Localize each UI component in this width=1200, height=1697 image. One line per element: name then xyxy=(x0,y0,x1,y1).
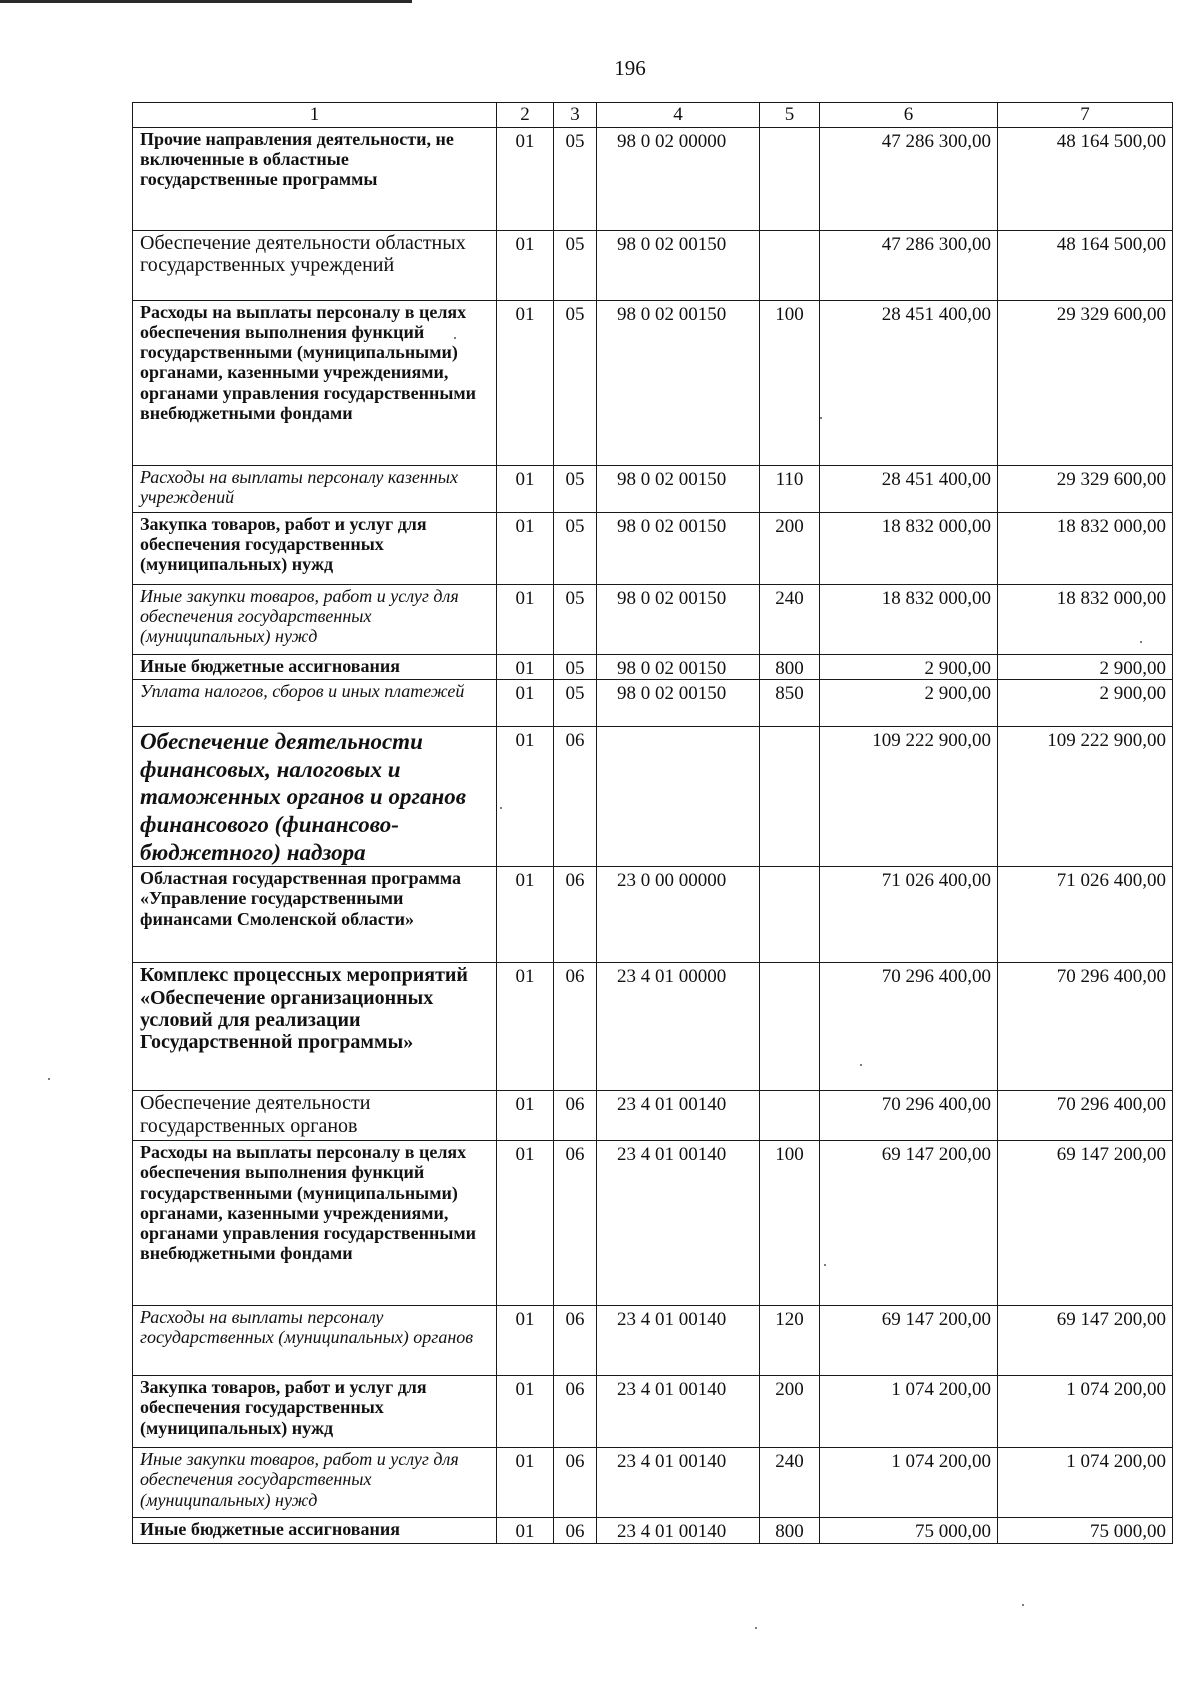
scan-speck xyxy=(1022,1604,1024,1606)
row-expense-type: 240 xyxy=(760,1448,820,1518)
row-subsection: 05 xyxy=(554,128,597,231)
row-section: 01 xyxy=(497,727,554,867)
table-row xyxy=(133,1091,1173,1141)
page-number: 196 xyxy=(614,56,646,80)
row-expense-type xyxy=(760,867,820,963)
scan-speck xyxy=(860,1064,862,1066)
row-amount-year-2: 48 164 500,00 xyxy=(998,231,1173,301)
row-subsection: 06 xyxy=(554,963,597,1091)
row-name: Закупка товаров, работ и услуг для обеспечения государственных (муниципальных) нужд xyxy=(133,1376,497,1448)
row-section: 01 xyxy=(497,1448,554,1518)
row-amount-year-1: 1 074 200,00 xyxy=(820,1376,998,1448)
row-target-code: 23 0 00 00000 xyxy=(597,867,760,963)
row-expense-type xyxy=(760,963,820,1091)
row-name: Расходы на выплаты персоналу в целях обеспечения выполнения функций государственными (муниципальными) органами, казенными учреждениями, органами управления государственными внебюджетными фондами xyxy=(133,301,497,466)
scan-speck xyxy=(824,1264,826,1266)
row-section: 01 xyxy=(497,466,554,513)
row-amount-year-2: 1 074 200,00 xyxy=(998,1448,1173,1518)
row-expense-type xyxy=(760,231,820,301)
row-subsection: 05 xyxy=(554,231,597,301)
table-row xyxy=(133,680,1173,727)
row-amount-year-2: 29 329 600,00 xyxy=(998,301,1173,466)
row-target-code: 98 0 02 00150 xyxy=(597,301,760,466)
row-expense-type: 240 xyxy=(760,585,820,655)
row-target-code: 98 0 02 00150 xyxy=(597,680,760,727)
budget-table-wrapper xyxy=(132,102,1173,1544)
row-amount-year-2: 1 074 200,00 xyxy=(998,1376,1173,1448)
scan-speck xyxy=(1140,641,1142,643)
row-amount-year-1: 47 286 300,00 xyxy=(820,128,998,231)
row-section: 01 xyxy=(497,867,554,963)
row-target-code: 23 4 01 00140 xyxy=(597,1518,760,1543)
row-name: Уплата налогов, сборов и иных платежей xyxy=(133,680,497,727)
header-col-4: 4 xyxy=(597,103,760,128)
header-col-3: 3 xyxy=(554,103,597,128)
row-amount-year-2: 71 026 400,00 xyxy=(998,867,1173,963)
row-amount-year-2: 18 832 000,00 xyxy=(998,585,1173,655)
row-name: Комплекс процессных мероприятий «Обеспечение организационных условий для реализации Государственной программы» xyxy=(133,963,497,1091)
row-amount-year-1: 47 286 300,00 xyxy=(820,231,998,301)
row-expense-type: 200 xyxy=(760,513,820,585)
row-target-code: 98 0 02 00150 xyxy=(597,585,760,655)
row-amount-year-2: 70 296 400,00 xyxy=(998,963,1173,1091)
row-subsection: 05 xyxy=(554,680,597,727)
table-row xyxy=(133,585,1173,655)
row-section: 01 xyxy=(497,301,554,466)
row-section: 01 xyxy=(497,963,554,1091)
row-name: Обеспечение деятельности государственных органов xyxy=(133,1091,497,1141)
row-subsection: 05 xyxy=(554,301,597,466)
row-name: Обеспечение деятельности финансовых, налоговых и таможенных органов и органов финансового (финансово-бюджетного) надзора xyxy=(133,727,497,867)
row-target-code: 98 0 02 00150 xyxy=(597,513,760,585)
row-amount-year-1: 18 832 000,00 xyxy=(820,513,998,585)
row-amount-year-2: 2 900,00 xyxy=(998,680,1173,727)
row-target-code: 23 4 01 00140 xyxy=(597,1376,760,1448)
scan-speck xyxy=(48,1078,50,1080)
table-row xyxy=(133,231,1173,301)
table-row xyxy=(133,1518,1173,1543)
row-amount-year-1: 75 000,00 xyxy=(820,1518,998,1543)
budget-table xyxy=(132,102,1173,1544)
scan-speck xyxy=(820,417,822,419)
row-expense-type: 200 xyxy=(760,1376,820,1448)
row-section: 01 xyxy=(497,128,554,231)
header-col-5: 5 xyxy=(760,103,820,128)
table-row xyxy=(133,301,1173,466)
row-expense-type: 850 xyxy=(760,680,820,727)
scan-speck xyxy=(500,807,502,809)
table-row xyxy=(133,1306,1173,1376)
row-subsection: 06 xyxy=(554,1141,597,1306)
row-subsection: 05 xyxy=(554,466,597,513)
row-subsection: 06 xyxy=(554,1376,597,1448)
table-body xyxy=(133,103,1173,1544)
row-name: Иные закупки товаров, работ и услуг для обеспечения государственных (муниципальных) нужд xyxy=(133,1448,497,1518)
scan-speck xyxy=(454,337,456,339)
row-section: 01 xyxy=(497,655,554,680)
row-expense-type: 100 xyxy=(760,301,820,466)
row-target-code xyxy=(597,727,760,867)
table-row xyxy=(133,128,1173,231)
row-target-code: 23 4 01 00140 xyxy=(597,1306,760,1376)
row-section: 01 xyxy=(497,513,554,585)
row-section: 01 xyxy=(497,1141,554,1306)
row-section: 01 xyxy=(497,1306,554,1376)
row-expense-type: 120 xyxy=(760,1306,820,1376)
row-target-code: 23 4 01 00140 xyxy=(597,1091,760,1141)
row-name: Расходы на выплаты персоналу государственных (муниципальных) органов xyxy=(133,1306,497,1376)
table-row xyxy=(133,655,1173,680)
row-amount-year-1: 69 147 200,00 xyxy=(820,1306,998,1376)
table-row xyxy=(133,963,1173,1091)
row-amount-year-2: 70 296 400,00 xyxy=(998,1091,1173,1141)
table-row xyxy=(133,466,1173,513)
row-expense-type xyxy=(760,128,820,231)
row-amount-year-1: 2 900,00 xyxy=(820,655,998,680)
row-name: Областная государственная программа «Управление государственными финансами Смоленской области» xyxy=(133,867,497,963)
row-name: Расходы на выплаты персоналу казенных учреждений xyxy=(133,466,497,513)
row-subsection: 06 xyxy=(554,1518,597,1543)
header-col-7: 7 xyxy=(998,103,1173,128)
row-amount-year-1: 18 832 000,00 xyxy=(820,585,998,655)
row-amount-year-1: 71 026 400,00 xyxy=(820,867,998,963)
row-subsection: 05 xyxy=(554,513,597,585)
row-amount-year-1: 109 222 900,00 xyxy=(820,727,998,867)
row-amount-year-1: 1 074 200,00 xyxy=(820,1448,998,1518)
row-amount-year-2: 69 147 200,00 xyxy=(998,1306,1173,1376)
row-amount-year-2: 48 164 500,00 xyxy=(998,128,1173,231)
row-section: 01 xyxy=(497,1091,554,1141)
header-col-6: 6 xyxy=(820,103,998,128)
row-section: 01 xyxy=(497,231,554,301)
row-name: Закупка товаров, работ и услуг для обеспечения государственных (муниципальных) нужд xyxy=(133,513,497,585)
header-col-2: 2 xyxy=(497,103,554,128)
table-row xyxy=(133,513,1173,585)
row-section: 01 xyxy=(497,585,554,655)
row-name: Иные бюджетные ассигнования xyxy=(133,655,497,680)
row-subsection: 05 xyxy=(554,585,597,655)
row-amount-year-2: 75 000,00 xyxy=(998,1518,1173,1543)
row-amount-year-1: 70 296 400,00 xyxy=(820,963,998,1091)
table-row xyxy=(133,1141,1173,1306)
row-amount-year-1: 28 451 400,00 xyxy=(820,466,998,513)
row-target-code: 98 0 02 00150 xyxy=(597,231,760,301)
header-col-1: 1 xyxy=(133,103,497,128)
row-amount-year-2: 29 329 600,00 xyxy=(998,466,1173,513)
table-row xyxy=(133,727,1173,867)
row-amount-year-1: 69 147 200,00 xyxy=(820,1141,998,1306)
row-name: Иные закупки товаров, работ и услуг для обеспечения государственных (муниципальных) нужд xyxy=(133,585,497,655)
row-target-code: 98 0 02 00000 xyxy=(597,128,760,231)
row-amount-year-2: 2 900,00 xyxy=(998,655,1173,680)
row-name: Иные бюджетные ассигнования xyxy=(133,1518,497,1543)
row-section: 01 xyxy=(497,1518,554,1543)
row-subsection: 06 xyxy=(554,1306,597,1376)
row-expense-type xyxy=(760,727,820,867)
row-name: Расходы на выплаты персоналу в целях обеспечения выполнения функций государственными (муниципальными) органами, казенными учреждениями, органами управления государственными внебюджетными фондами xyxy=(133,1141,497,1306)
row-section: 01 xyxy=(497,1376,554,1448)
row-amount-year-1: 2 900,00 xyxy=(820,680,998,727)
row-expense-type: 800 xyxy=(760,1518,820,1543)
scan-edge-line xyxy=(0,0,412,3)
row-name: Прочие направления деятельности, не включенные в областные государственные программы xyxy=(133,128,497,231)
row-amount-year-1: 70 296 400,00 xyxy=(820,1091,998,1141)
row-expense-type xyxy=(760,1091,820,1141)
header-row xyxy=(133,103,1173,128)
row-amount-year-1: 28 451 400,00 xyxy=(820,301,998,466)
row-subsection: 06 xyxy=(554,727,597,867)
row-name: Обеспечение деятельности областных государственных учреждений xyxy=(133,231,497,301)
row-expense-type: 110 xyxy=(760,466,820,513)
row-target-code: 98 0 02 00150 xyxy=(597,466,760,513)
row-amount-year-2: 18 832 000,00 xyxy=(998,513,1173,585)
row-target-code: 23 4 01 00000 xyxy=(597,963,760,1091)
table-row xyxy=(133,1448,1173,1518)
table-row xyxy=(133,867,1173,963)
row-subsection: 05 xyxy=(554,655,597,680)
row-amount-year-2: 69 147 200,00 xyxy=(998,1141,1173,1306)
row-target-code: 23 4 01 00140 xyxy=(597,1141,760,1306)
scan-speck xyxy=(755,1627,757,1629)
row-amount-year-2: 109 222 900,00 xyxy=(998,727,1173,867)
row-subsection: 06 xyxy=(554,1448,597,1518)
row-expense-type: 800 xyxy=(760,655,820,680)
row-target-code: 98 0 02 00150 xyxy=(597,655,760,680)
table-row xyxy=(133,1376,1173,1448)
row-target-code: 23 4 01 00140 xyxy=(597,1448,760,1518)
row-expense-type: 100 xyxy=(760,1141,820,1306)
row-section: 01 xyxy=(497,680,554,727)
row-subsection: 06 xyxy=(554,867,597,963)
row-subsection: 06 xyxy=(554,1091,597,1141)
